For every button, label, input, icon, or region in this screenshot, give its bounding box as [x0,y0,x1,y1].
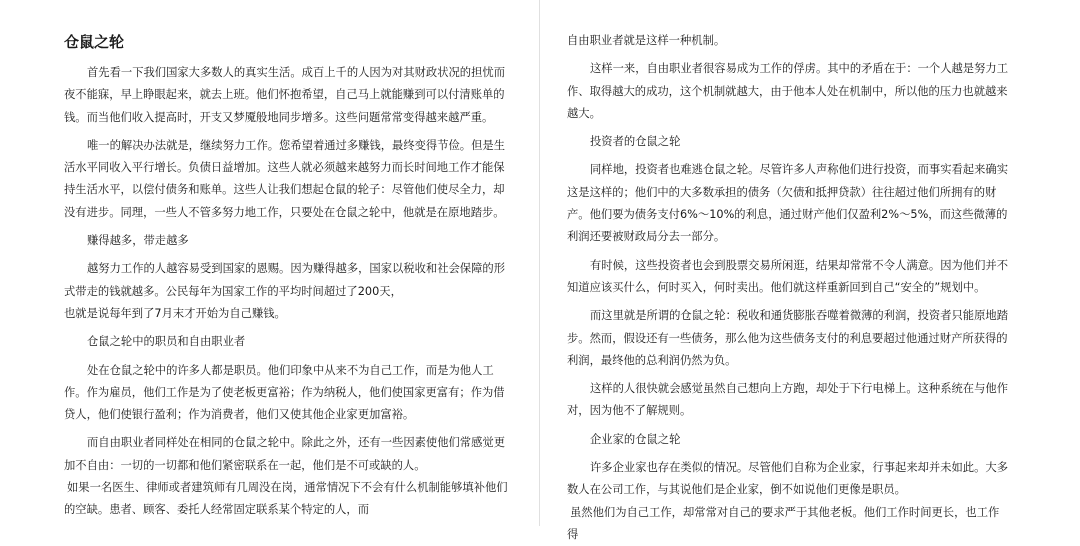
paragraph: 处在仓鼠之轮中的许多人都是职员。他们印象中从来不为自己工作，而是为他人工作。作为雇员，他们工作是为了使老板更富裕；作为纳税人，他们使国家更富有；作为借贷人，他们使银行盈利；作为消费者，他们又使其他企业家更加富裕。 [64,363,505,422]
paragraph: 首先看一下我们国家大多数人的真实生活。成百上千的人因为对其财政状况的担忧而夜不能寐，早上睁眼起来，就去上班。他们怀抱希望，自己马上就能赚到可以付清账单的钱。而当他们收入提高时，开支又梦魇般地同步增多。这些问题常常变得越来越严重。 [64,66,505,124]
paragraph: 这样的人很快就会感觉虽然自己想向上方跑，却处于下行电梯上。这种系统在与他作对，因为他不了解规则。 [567,382,1008,418]
paragraph: 而这里就是所谓的仓鼠之轮：税收和通货膨胀吞噬着微薄的利润，投资者只能原地踏步。然而，假设还有一些债务，那么他为这些债务支付的利息要超过他通过财产所获得的利润，最终他的总利润仍然为负。 [567,309,1008,367]
paragraph: 而自由职业者同样处在相同的仓鼠之轮中。除此之外，还有一些因素使他们常感觉更加不自由：一切的一切都和他们紧密联系在一起，他们是不可或缺的人。 [64,436,505,472]
chapter-title: 仓鼠之轮 [64,33,125,51]
right-page [541,0,1080,541]
paragraph: 许多企业家也存在类似的情况。尽管他们自称为企业家，行事起来却并未如此。大多数人在公司工作，与其说他们是企业家，倒不如说他们更像是职员。 [567,461,1008,497]
paragraph: 如果一名医生、律师或者建筑师有几周没在岗，通常情况下不会有什么机制能够填补他们的空缺。患者、顾客、委托人经常固定联系某个特定的人，而 [64,481,508,517]
left-page [0,0,540,526]
paragraph: 有时候，这些投资者也会到股票交易所闲逛，结果却常常不令人满意。因为他们并不知道应该买什么，何时买入，何时卖出。他们就这样重新回到自己“安全的”规划中。 [567,258,1008,294]
paragraph: 也就是说每年到了7月末才开始为自己赚钱。 [64,306,286,320]
paragraph: 这样一来，自由职业者很容易成为工作的俘虏。其中的矛盾在于：一个人越是努力工作、取得越大的成功，这个机制就越大，由于他本人处在机制中，所以他的压力也就越来越大。 [567,62,1008,120]
section-heading: 赚得越多，带走越多 [87,234,189,248]
paragraph: 虽然他们为自己工作，却常常对自己的要求严于其他老板。他们工作时间更长，也工作得 [567,505,1000,541]
paragraph: 越努力工作的人越容易受到国家的恩赐。因为赚得越多，国家以税收和社会保障的形式带走的钱就越多。公民每年为国家工作的平均时间超过了200天， [64,262,505,298]
paragraph: 同样地，投资者也难逃仓鼠之轮。尽管许多人声称他们进行投资，而事实看起来确实这是这样的；他们中的大多数承担的债务（欠债和抵押贷款）往往超过他们所拥有的财产。他们要为债务支付6%～10%的利息，通过财产他们仅盈利2%～5%，而这些微薄的利润还要被财政局分去一部分。 [567,163,1008,244]
paragraph: 唯一的解决办法就是，继续努力工作。您希望着通过多赚钱，最终变得节俭。但是生活水平同收入平行增长。负债日益增加。这些人就必须越来越努力而长时间地工作才能保持生活水平，以偿付债务和账单。这些人让我们想起仓鼠的轮子：尽管他们使尽全力，却没有进步。同理，一些人不管多努力地工作，只要处在仓鼠之轮中，他就是在原地踏步。 [64,138,505,219]
section-heading: 企业家的仓鼠之轮 [590,432,681,446]
paragraph: 自由职业者就是这样一种机制。 [567,34,726,47]
section-heading: 投资者的仓鼠之轮 [590,135,681,149]
section-heading: 仓鼠之轮中的职员和自由职业者 [87,335,246,349]
page-divider [539,0,540,526]
